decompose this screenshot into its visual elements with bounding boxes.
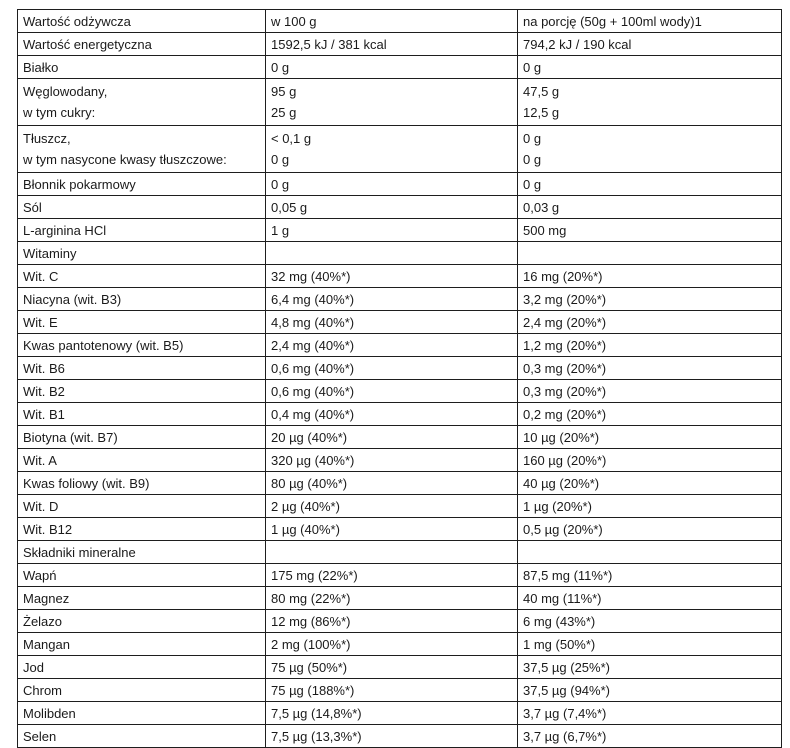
per-serving-cell: 6 mg (43%*) — [518, 610, 782, 633]
table-row — [18, 449, 782, 472]
per-100g-cell: 75 µg (188%*) — [266, 679, 518, 702]
per-serving-cell: 794,2 kJ / 190 kcal — [518, 33, 782, 56]
per-100g-cell: 0,05 g — [266, 196, 518, 219]
table-row — [18, 219, 782, 242]
per-serving-cell: 16 mg (20%*) — [518, 265, 782, 288]
per-100g-cell: 0,6 mg (40%*) — [266, 380, 518, 403]
nutrient-name-cell: Magnez — [18, 587, 266, 610]
nutrient-name-cell: Wit. A — [18, 449, 266, 472]
table-row — [18, 288, 782, 311]
per-serving-cell: 0 g — [518, 56, 782, 79]
per-serving-cell: 1 µg (20%*) — [518, 495, 782, 518]
per-serving-cell: 3,7 µg (6,7%*) — [518, 725, 782, 748]
nutrient-name-cell-line-2: w tym cukry: — [23, 105, 96, 120]
per-serving-cell: 0,03 g — [518, 196, 782, 219]
per-100g-cell: 80 mg (22%*) — [266, 587, 518, 610]
table-row — [18, 541, 782, 564]
nutrient-name-cell-line-1: Węglowodany, — [23, 84, 108, 99]
nutrient-name-cell: Wit. D — [18, 495, 266, 518]
nutrient-name-cell-line-2: w tym nasycone kwasy tłuszczowe: — [23, 152, 227, 167]
table-row — [18, 311, 782, 334]
per-serving-cell: 87,5 mg (11%*) — [518, 564, 782, 587]
per-100g-cell: 2,4 mg (40%*) — [266, 334, 518, 357]
nutrient-name-cell — [18, 79, 266, 126]
nutrient-name-cell: Wartość energetyczna — [18, 33, 266, 56]
per-100g-cell-line-2: 25 g — [271, 105, 297, 120]
table-header-row — [18, 10, 782, 33]
per-serving-cell — [518, 242, 782, 265]
nutrient-name-cell: Wit. C — [18, 265, 266, 288]
nutrient-name-cell: Kwas pantotenowy (wit. B5) — [18, 334, 266, 357]
nutrient-name-cell-line-1: Tłuszcz, — [23, 131, 71, 146]
per-100g-cell: 6,4 mg (40%*) — [266, 288, 518, 311]
table-row — [18, 242, 782, 265]
table-row — [18, 702, 782, 725]
table-row — [18, 564, 782, 587]
nutrient-name-cell: Chrom — [18, 679, 266, 702]
per-100g-cell: 1 g — [266, 219, 518, 242]
nutrition-table — [17, 9, 782, 748]
nutrient-name-cell: Wit. B12 — [18, 518, 266, 541]
nutrient-name-cell: Żelazo — [18, 610, 266, 633]
per-serving-cell: 37,5 µg (94%*) — [518, 679, 782, 702]
table-row — [18, 495, 782, 518]
per-100g-cell: 0,6 mg (40%*) — [266, 357, 518, 380]
nutrient-name-cell: Białko — [18, 56, 266, 79]
per-serving-cell: 500 mg — [518, 219, 782, 242]
per-100g-cell: 32 mg (40%*) — [266, 265, 518, 288]
per-100g-cell: 4,8 mg (40%*) — [266, 311, 518, 334]
nutrient-name-cell: Kwas foliowy (wit. B9) — [18, 472, 266, 495]
per-100g-cell — [266, 79, 518, 126]
per-serving-cell: 0 g — [518, 173, 782, 196]
nutrient-name-cell: L-arginina HCl — [18, 219, 266, 242]
per-100g-cell: 7,5 µg (14,8%*) — [266, 702, 518, 725]
per-100g-cell — [266, 242, 518, 265]
nutrient-name-cell: Niacyna (wit. B3) — [18, 288, 266, 311]
per-100g-cell: 12 mg (86%*) — [266, 610, 518, 633]
per-serving-cell-line-2: 0 g — [523, 152, 542, 167]
per-100g-cell: 20 µg (40%*) — [266, 426, 518, 449]
per-100g-cell: 80 µg (40%*) — [266, 472, 518, 495]
table-row — [18, 587, 782, 610]
per-100g-cell-line-1: < 0,1 g — [271, 131, 312, 146]
per-100g-cell: 175 mg (22%*) — [266, 564, 518, 587]
table-row — [18, 380, 782, 403]
per-serving-cell-line-2: 12,5 g — [523, 105, 560, 120]
header-per-serving: na porcję (50g + 100ml wody)1 — [518, 10, 782, 33]
per-100g-cell — [266, 126, 518, 173]
header-nutrient: Wartość odżywcza — [18, 10, 266, 33]
per-100g-cell — [266, 541, 518, 564]
per-serving-cell: 1,2 mg (20%*) — [518, 334, 782, 357]
table-row — [18, 403, 782, 426]
nutrient-name-cell — [18, 126, 266, 173]
per-serving-cell — [518, 541, 782, 564]
per-100g-cell: 1592,5 kJ / 381 kcal — [266, 33, 518, 56]
nutrient-name-cell: Selen — [18, 725, 266, 748]
table-row — [18, 518, 782, 541]
per-serving-cell: 40 mg (11%*) — [518, 587, 782, 610]
table-row — [18, 725, 782, 748]
nutrient-name-cell: Molibden — [18, 702, 266, 725]
per-serving-cell: 160 µg (20%*) — [518, 449, 782, 472]
table-row — [18, 357, 782, 380]
per-serving-cell: 1 mg (50%*) — [518, 633, 782, 656]
table-row — [18, 126, 782, 173]
nutrient-name-cell: Składniki mineralne — [18, 541, 266, 564]
table-row — [18, 33, 782, 56]
per-serving-cell: 0,5 µg (20%*) — [518, 518, 782, 541]
per-serving-cell — [518, 79, 782, 126]
per-serving-cell: 3,7 µg (7,4%*) — [518, 702, 782, 725]
per-100g-cell: 2 mg (100%*) — [266, 633, 518, 656]
table-row — [18, 679, 782, 702]
nutrient-name-cell: Wit. B2 — [18, 380, 266, 403]
nutrient-name-cell: Wit. B1 — [18, 403, 266, 426]
per-100g-cell: 1 µg (40%*) — [266, 518, 518, 541]
per-serving-cell-line-1: 47,5 g — [523, 84, 560, 99]
table-row — [18, 334, 782, 357]
per-serving-cell: 37,5 µg (25%*) — [518, 656, 782, 679]
table-row — [18, 633, 782, 656]
nutrient-name-cell: Wapń — [18, 564, 266, 587]
per-serving-cell: 3,2 mg (20%*) — [518, 288, 782, 311]
per-100g-cell: 320 µg (40%*) — [266, 449, 518, 472]
per-serving-cell: 0,2 mg (20%*) — [518, 403, 782, 426]
table-row — [18, 656, 782, 679]
table-row — [18, 79, 782, 126]
nutrient-name-cell: Biotyna (wit. B7) — [18, 426, 266, 449]
table-row — [18, 56, 782, 79]
per-serving-cell: 0,3 mg (20%*) — [518, 380, 782, 403]
per-100g-cell: 0 g — [266, 173, 518, 196]
per-100g-cell: 0,4 mg (40%*) — [266, 403, 518, 426]
per-serving-cell-line-1: 0 g — [523, 131, 542, 146]
per-serving-cell: 10 µg (20%*) — [518, 426, 782, 449]
table-row — [18, 426, 782, 449]
table-row — [18, 472, 782, 495]
nutrient-name-cell: Sól — [18, 196, 266, 219]
per-100g-cell-line-2: 0 g — [271, 152, 290, 167]
nutrient-name-cell: Wit. B6 — [18, 357, 266, 380]
nutrient-name-cell: Błonnik pokarmowy — [18, 173, 266, 196]
per-serving-cell — [518, 126, 782, 173]
per-100g-cell: 7,5 µg (13,3%*) — [266, 725, 518, 748]
table-row — [18, 610, 782, 633]
table-row — [18, 196, 782, 219]
per-100g-cell: 2 µg (40%*) — [266, 495, 518, 518]
per-100g-cell-line-1: 95 g — [271, 84, 297, 99]
nutrient-name-cell: Mangan — [18, 633, 266, 656]
nutrient-name-cell: Wit. E — [18, 311, 266, 334]
table-row — [18, 173, 782, 196]
per-100g-cell: 0 g — [266, 56, 518, 79]
header-per-100g: w 100 g — [266, 10, 518, 33]
nutrient-name-cell: Witaminy — [18, 242, 266, 265]
per-serving-cell: 2,4 mg (20%*) — [518, 311, 782, 334]
per-serving-cell: 40 µg (20%*) — [518, 472, 782, 495]
per-100g-cell: 75 µg (50%*) — [266, 656, 518, 679]
table-row — [18, 265, 782, 288]
nutrient-name-cell: Jod — [18, 656, 266, 679]
per-serving-cell: 0,3 mg (20%*) — [518, 357, 782, 380]
